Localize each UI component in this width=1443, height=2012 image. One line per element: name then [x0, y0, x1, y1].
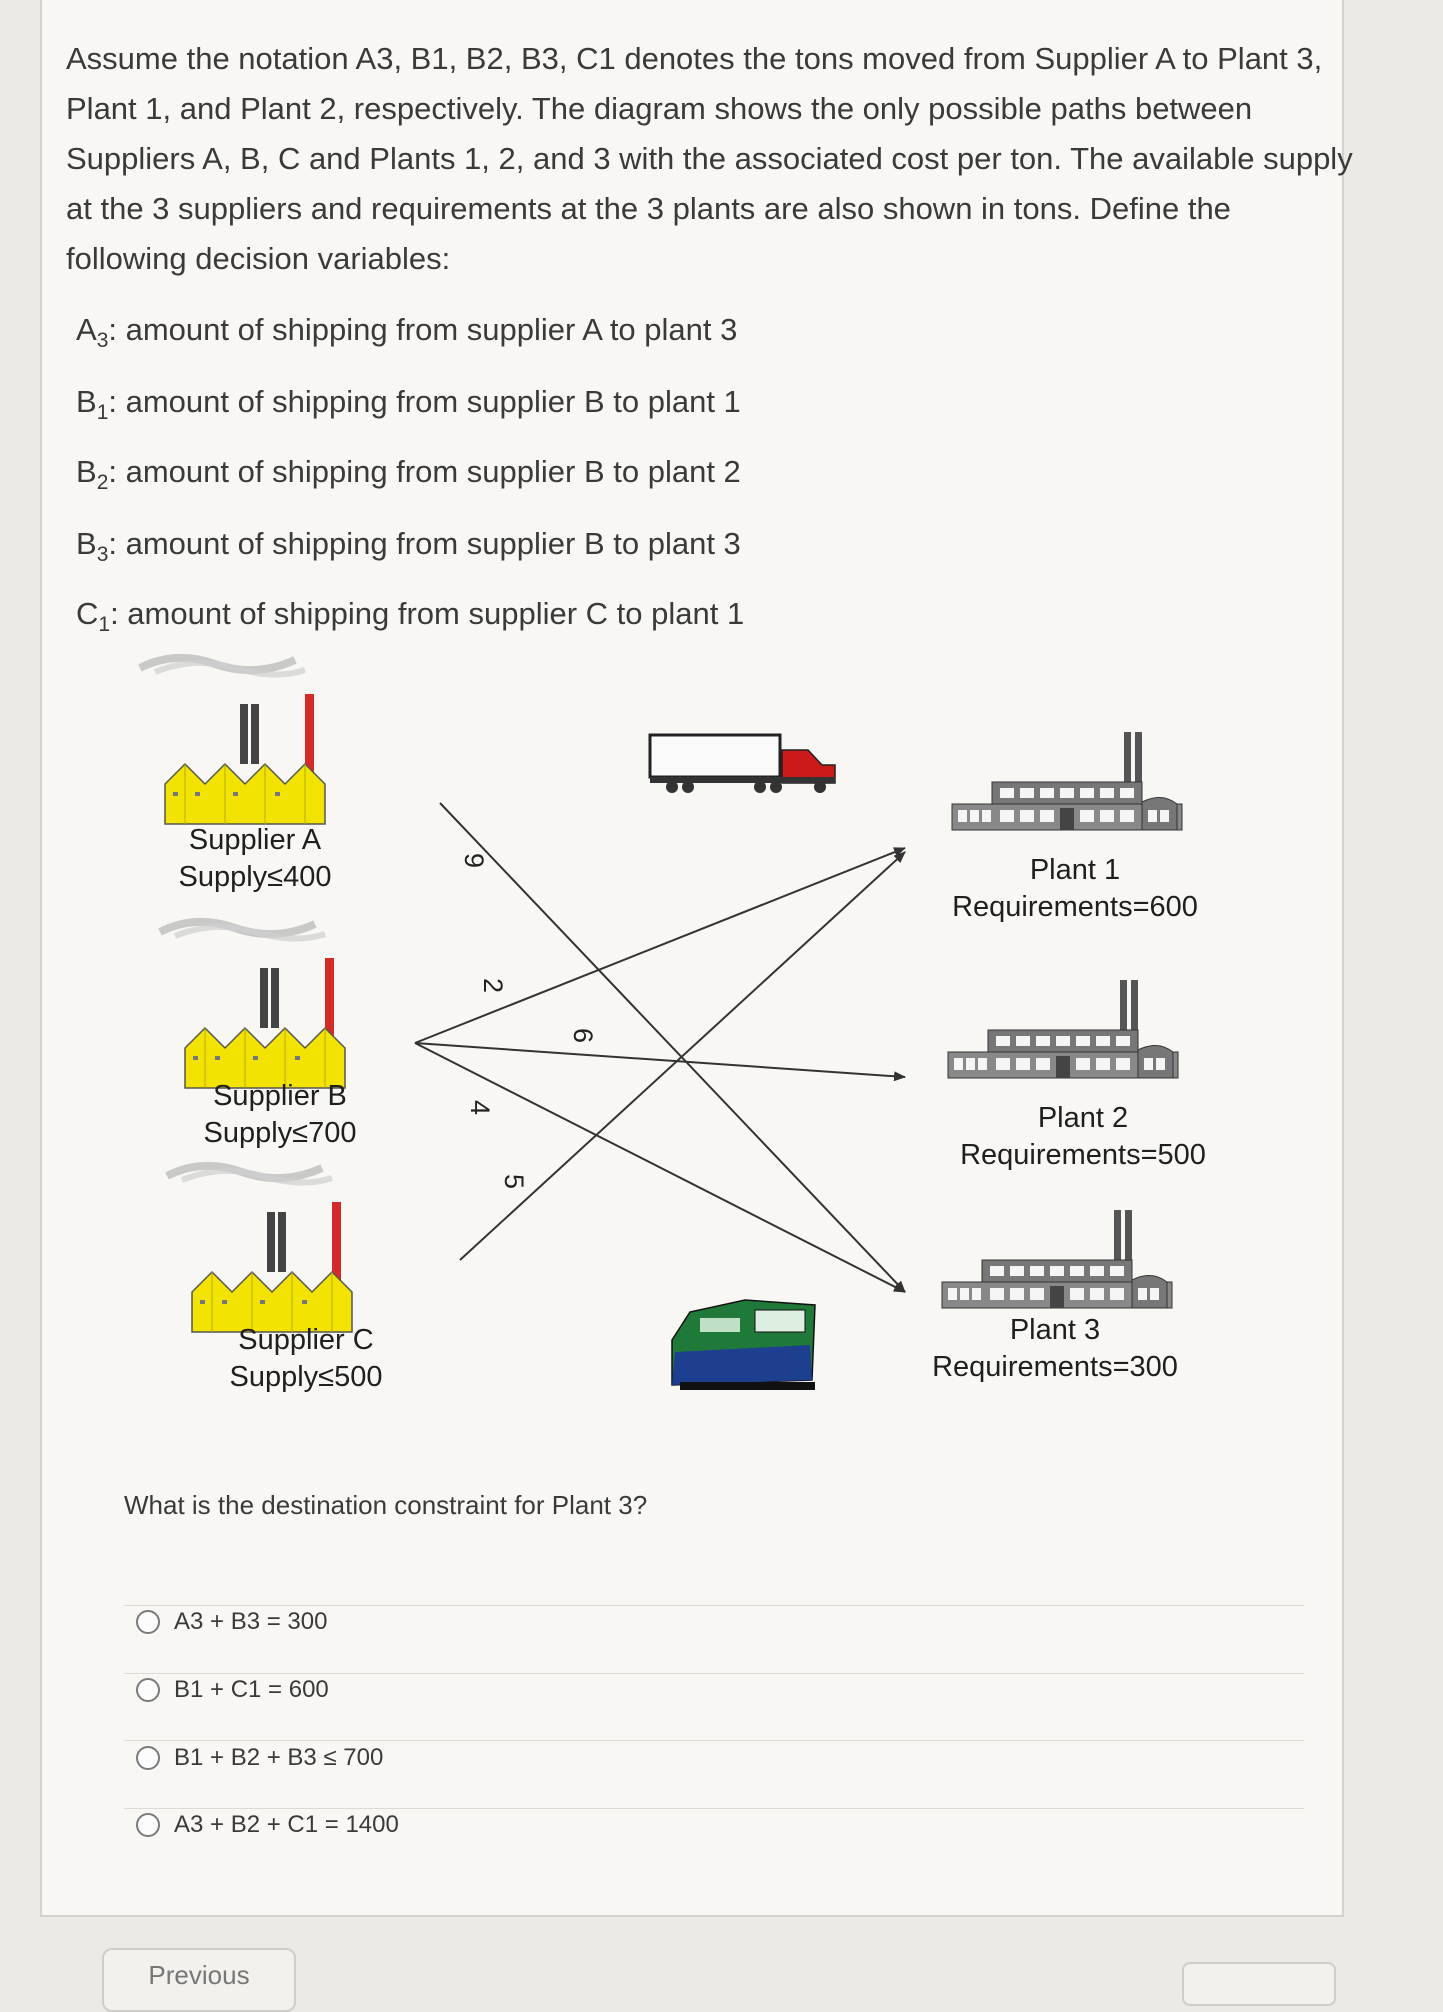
- question-text: What is the destination constraint for Plant 3?: [124, 1490, 648, 1520]
- option-1[interactable]: [136, 1602, 327, 1642]
- option-3-label: B1 + B2 + B3 ≤ 700: [174, 1744, 384, 1771]
- arc-b2: [415, 1043, 905, 1077]
- intro-line: Assume the notation A3, B1, B2, B3, C1 denotes the tons moved from Supplier A to Plant 3,: [66, 41, 1323, 76]
- cost-b2: 6: [568, 1027, 599, 1044]
- option-1-radio[interactable]: [136, 1610, 160, 1634]
- plant-1-name: Plant 1: [1029, 854, 1121, 886]
- plant-2-label: [928, 1100, 1238, 1174]
- option-4[interactable]: [136, 1805, 399, 1845]
- supplier-a-label: [145, 822, 365, 896]
- train-icon: [672, 1300, 815, 1390]
- plant-2-name: Plant 2: [1037, 1102, 1129, 1134]
- option-2[interactable]: [136, 1670, 329, 1710]
- option-2-radio[interactable]: [136, 1678, 160, 1702]
- plant-2-requirement: Requirements=500: [960, 1139, 1206, 1171]
- plant-3-icon: [942, 1210, 1172, 1308]
- arc-b3: [415, 1043, 905, 1292]
- intro-line: Plant 1, and Plant 2, respectively. The diagram shows the only possible paths between: [66, 91, 1253, 126]
- supplier-c-factory-icon: [167, 1166, 352, 1332]
- supplier-b-factory-icon: [160, 922, 345, 1088]
- arc-b1: [415, 848, 905, 1043]
- plant-2-icon: [948, 980, 1178, 1078]
- option-2-label: B1 + C1 = 600: [174, 1676, 329, 1703]
- supplier-b-name: Supplier B: [213, 1080, 347, 1112]
- supplier-a-name: Supplier A: [188, 824, 322, 856]
- next-button[interactable]: [1182, 1962, 1336, 2006]
- variable-a3: $A_3$: amount of shipping from supplier A to plant 3: [76, 312, 738, 353]
- plant-3-name: Plant 3: [1009, 1314, 1101, 1346]
- arc-c1: [460, 852, 905, 1260]
- intro-line: following decision variables:: [66, 241, 451, 276]
- cost-c1: 5: [499, 1173, 530, 1190]
- variable-b2: $B_2$: amount of shipping from supplier B to plant 2: [76, 454, 741, 495]
- diagram-graphics: [0, 640, 1443, 1400]
- option-4-radio[interactable]: [136, 1813, 160, 1837]
- plant-3-requirement: Requirements=300: [932, 1351, 1178, 1383]
- plant-1-requirement: Requirements=600: [952, 891, 1198, 923]
- supplier-c-supply: Supply≤500: [229, 1361, 383, 1393]
- supplier-a-factory-icon: [140, 658, 325, 824]
- intro-line: Suppliers A, B, C and Plants 1, 2, and 3 with the associated cost per ton. The available supply: [66, 141, 1353, 176]
- supplier-b-label: [170, 1078, 390, 1152]
- supplier-a-supply: Supply≤400: [178, 861, 332, 893]
- intro-text: [66, 34, 1366, 284]
- previous-button[interactable]: Previous: [102, 1948, 296, 2012]
- variable-b1: $B_1$: amount of shipping from supplier B to plant 1: [76, 384, 741, 425]
- cost-a3: 9: [459, 852, 490, 869]
- truck-icon: [650, 735, 835, 793]
- option-3-radio[interactable]: [136, 1746, 160, 1770]
- cost-b3: 4: [465, 1099, 496, 1116]
- option-1-label: A3 + B3 = 300: [174, 1608, 328, 1635]
- intro-line: at the 3 suppliers and requirements at the 3 plants are also shown in tons. Define the: [66, 191, 1231, 226]
- option-3[interactable]: [136, 1738, 383, 1778]
- plant-3-label: [900, 1312, 1210, 1386]
- supplier-c-name: Supplier C: [238, 1324, 374, 1356]
- plant-1-icon: [952, 732, 1182, 830]
- option-4-label: A3 + B2 + C1 = 1400: [174, 1811, 399, 1838]
- variable-c1: $C_1$: amount of shipping from supplier C to plant 1: [76, 596, 745, 637]
- variable-b3: $B_3$: amount of shipping from supplier B to plant 3: [76, 526, 741, 567]
- plant-1-label: [920, 852, 1230, 926]
- supplier-b-supply: Supply≤700: [203, 1117, 357, 1149]
- supplier-c-label: [196, 1322, 416, 1396]
- transport-diagram: [0, 640, 1443, 1400]
- cost-b1: 2: [478, 977, 509, 994]
